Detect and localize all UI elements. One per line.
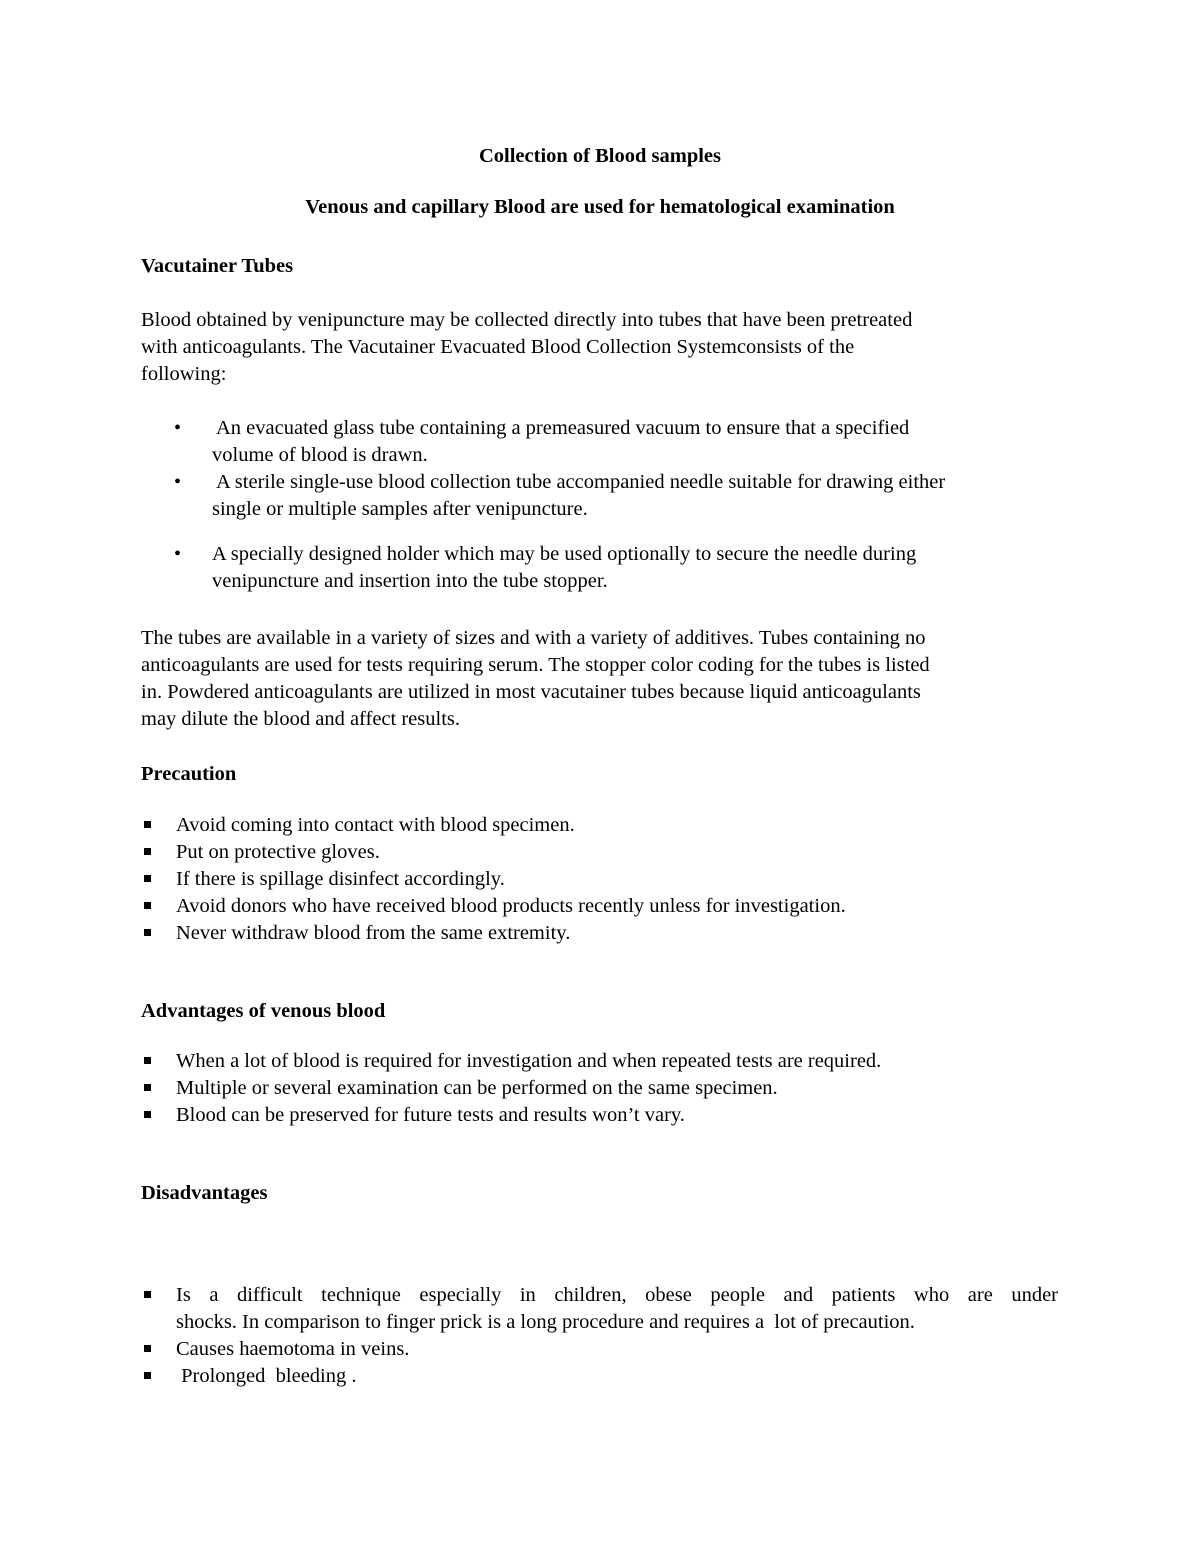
closing-line: anticoagulants are used for tests requiring serum. The stopper color coding for the tubes is listed [141,654,930,676]
list-item-text: When a lot of blood is required for investigation and when repeated tests are required. [176,1050,882,1072]
closing-line: may dilute the blood and affect results. [141,708,460,730]
square-bullet-icon [144,902,151,909]
list-item [141,1075,1058,1102]
list-item [141,1048,1058,1075]
list-item [141,1102,1058,1129]
intro-line: following: [141,363,227,385]
list-item-line: shocks. In comparison to finger prick is a long procedure and requires a lot of precaution. [176,1311,915,1333]
closing-line: in. Powdered anticoagulants are utilized in most vacutainer tubes because liquid anticoagulants [141,681,921,703]
list-item [141,866,1058,893]
square-bullet-icon [144,1345,151,1352]
square-bullet-icon [144,821,151,828]
vacutainer-bullet-list [141,415,1071,595]
list-item-text: Never withdraw blood from the same extremity. [176,922,571,944]
square-bullet-icon [144,1291,151,1298]
list-item-line: single or multiple samples after venipuncture. [212,498,588,520]
square-bullet-icon [144,929,151,936]
list-item-line: An evacuated glass tube containing a premeasured vacuum to ensure that a specified [212,417,910,439]
list-item [141,893,1058,920]
disadvantages-list [141,1282,1058,1390]
list-item-text: Blood can be preserved for future tests and results won’t vary. [176,1104,685,1126]
bullet-dot-icon: • [174,543,182,565]
list-item [141,1282,1058,1336]
list-item-line: A specially designed holder which may be used optionally to secure the needle during [212,543,917,565]
list-item [141,1363,1058,1390]
advantages-list [141,1048,1058,1129]
intro-line: Blood obtained by venipuncture may be collected directly into tubes that have been pretreated [141,309,913,331]
square-bullet-icon [144,1372,151,1379]
list-item-line: Prolonged bleeding . [176,1365,357,1387]
intro-line: with anticoagulants. The Vacutainer Evacuated Blood Collection Systemconsists of the [141,336,855,358]
square-bullet-icon [144,875,151,882]
disadvantages-heading: Disadvantages [141,1182,268,1204]
list-item-line: A sterile single-use blood collection tube accompanied needle suitable for drawing either [212,471,946,493]
list-item-text: If there is spillage disinfect accordingly. [176,868,505,890]
list-item-text: Multiple or several examination can be performed on the same specimen. [176,1077,778,1099]
vacutainer-intro [141,307,1071,388]
list-item-line: Causes haemotoma in veins. [176,1338,410,1360]
list-item [141,839,1058,866]
list-item-text: Put on protective gloves. [176,841,380,863]
square-bullet-icon [144,1057,151,1064]
precaution-heading: Precaution [141,763,237,785]
list-item-line: venipuncture and insertion into the tube stopper. [212,570,608,592]
page-title: Collection of Blood samples [478,145,722,167]
list-item-line: Is a difficult technique especially in children, obese people and patients who are under [176,1284,1058,1306]
vacutainer-heading: Vacutainer Tubes [141,255,294,277]
vacutainer-closing [141,625,1071,733]
square-bullet-icon [144,1111,151,1118]
list-item [141,920,1058,947]
precaution-list [141,812,1058,947]
advantages-heading: Advantages of venous blood [141,1000,386,1022]
bullet-dot-icon: • [174,471,182,493]
list-item [141,469,1071,523]
list-item-text: Avoid donors who have received blood products recently unless for investigation. [176,895,846,917]
list-item [141,541,1071,595]
list-item-text: Avoid coming into contact with blood specimen. [176,814,575,836]
square-bullet-icon [144,1084,151,1091]
square-bullet-icon [144,848,151,855]
list-item [141,415,1071,469]
bullet-dot-icon: • [174,417,182,439]
list-item [141,812,1058,839]
page-subtitle: Venous and capillary Blood are used for hematological examination [305,196,895,218]
closing-line: The tubes are available in a variety of sizes and with a variety of additives. Tubes containing no [141,627,926,649]
list-item-line: volume of blood is drawn. [212,444,428,466]
list-item [141,1336,1058,1363]
